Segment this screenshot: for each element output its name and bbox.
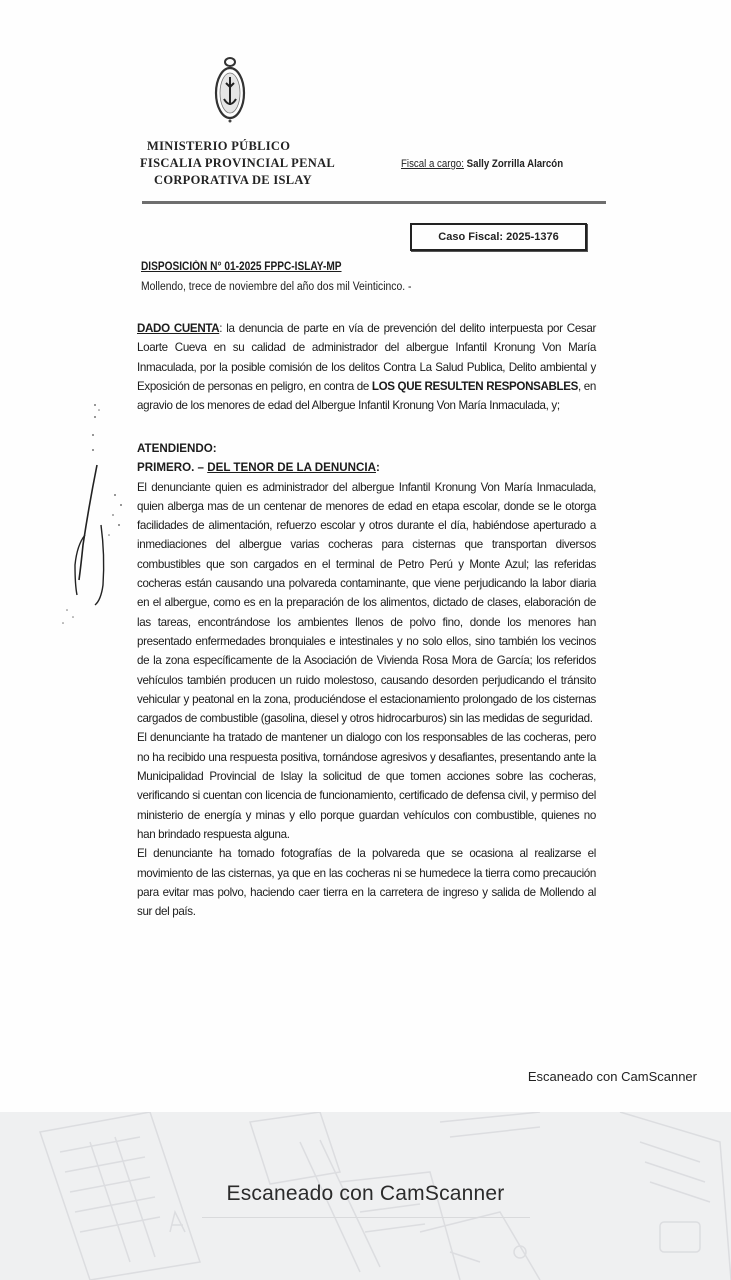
page-watermark: Escaneado con CamScanner [527, 1069, 697, 1084]
primero-heading [137, 458, 596, 477]
org-line-2: FISCALIA PROVINCIAL PENAL [140, 156, 336, 170]
atendiendo-section [137, 439, 596, 921]
atendiendo-heading: ATENDIENDO: [137, 442, 217, 455]
org-line-1: MINISTERIO PÚBLICO [147, 139, 291, 153]
org-line-3: CORPORATIVA DE ISLAY [154, 173, 312, 187]
ministerio-publico-seal-icon [210, 55, 250, 127]
body-paragraph-3: El denunciante ha tomado fotografías de la polvareda que se ocasiona al realizarse el movimiento de las cisternas, ya que en las cocheras ni se humedece la tierra como precaución para evitar mas polvo, haciendo caer tierra en la carretera de ingreso y salida de Mollendo al sur del país. [137, 847, 596, 919]
dado-cuenta-bold: LOS QUE RESULTEN RESPONSABLES [371, 379, 579, 393]
dado-cuenta-label: DADO CUENTA [137, 322, 220, 335]
fiscal-label: Fiscal a cargo: [401, 158, 464, 170]
body-paragraph-2: El denunciante ha tratado de mantener un dialogo con los responsables de las cocheras, pero no ha recibido una respuesta positiva, tornándose agresivos y desafiantes, presentando ante la Municipalidad Provincial de Islay la solicitud de que tomen acciones sobre las cocheras, verificando si cuentan con licencia de funcionamiento, certificado de defensa civil, y permiso del ministerio de energía y minas y ello porque guardan vehículos con combustible, quienes no han brindado respuesta alguna. [137, 731, 596, 841]
body-paragraph-1: El denunciante quien es administrador del albergue Infantil Kronung Von María Inmaculada, quien alberga mas de un centenar de menores de edad en etapa escolar, donde se le otorga facilidades de alimentación, refuerzo escolar y otros durante el día, habiéndose aperturado a inmediaciones del albergue varias cocheras para cisternas que transportan diversos combustibles que son cargados en el terminal de Petro Perú y Monte Azul; las referidas cocheras están causando una polvareda contaminante, que viene perjudicando la labor diaria en el albergue, como es en la preparación de los alimentos, dictado de clases, elaboración de las tareas, encontrándose los ambientes llenos de polvo fino, donde los menores han presentado enfermedades bronquiales e intestinales y no solo ellos, sino también los vecinos de la zona específicamente de la Asociación de Vivienda Rosa Mora de García; los referidos vehículos también producen un ruido molestoso, causando desorden perjudicando el tránsito vehicular y peatonal en la zona, produciéndose el estacionamiento prolongado de los cisternas cargados de combustible (gasolina, diesel y otros hidrocarburos) sin las medidas de seguridad. [137, 480, 596, 726]
primero-label: PRIMERO. – [137, 461, 204, 475]
dado-cuenta-text-2: , en agravio de los menores de edad del Albergue Infantil Kronung Von María Inmaculada, y; [137, 379, 597, 413]
camscanner-banner-label: Escaneado con CamScanner [226, 1182, 505, 1205]
dado-cuenta-text-1: : la denuncia de parte en vía de prevención del delito interpuesta por Cesar Loarte Cueva en su calidad de administrador del albergue Infantil Kronung Von María Inmaculada, por la posible comisión de los delitos Contra La Salud Publica, Delito ambiental y Exposición de personas en peligro, en contra de [137, 322, 596, 393]
fiscal-in-charge [401, 158, 563, 170]
organization-name [140, 138, 335, 189]
dado-cuenta-paragraph [137, 319, 596, 415]
banner-underline [202, 1217, 530, 1218]
place-date: Mollendo, trece de noviembre del año dos mil Veinticinco. - [141, 281, 412, 293]
header-divider [142, 201, 606, 204]
case-number-box: Caso Fiscal: 2025-1376 [410, 223, 587, 251]
primero-title: DEL TENOR DE LA DENUNCIA [207, 461, 376, 475]
primero-colon: : [376, 461, 380, 475]
handwritten-signature-mark [55, 395, 135, 635]
fiscal-name: Sally Zorrilla Alarcón [466, 158, 564, 170]
disposition-title: DISPOSICIÓN N° 01-2025 FPPC-ISLAY-MP [141, 261, 342, 273]
